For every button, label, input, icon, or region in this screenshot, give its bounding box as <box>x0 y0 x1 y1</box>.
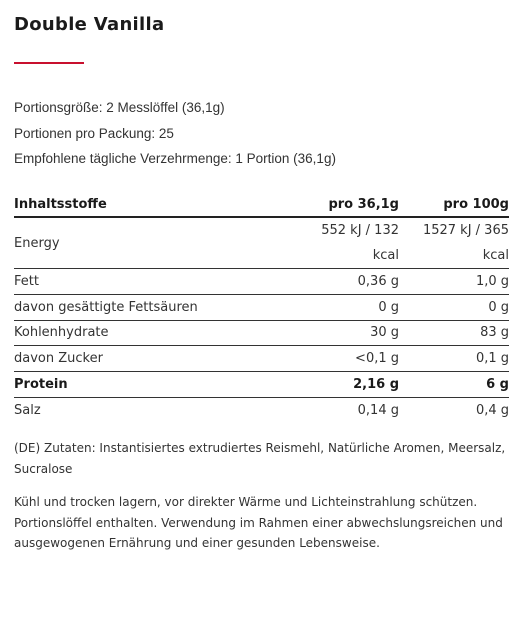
product-title: Double Vanilla <box>14 14 165 35</box>
row-per100-value: 0 g <box>399 294 509 320</box>
row-serving-value: 0,14 g <box>357 402 399 418</box>
energy-serving-kj: 552 kJ / 132 <box>321 223 399 238</box>
header-per-serving: pro 36,1g <box>244 193 399 217</box>
row-serving-value: 2,16 g <box>244 372 399 398</box>
row-label: Salz <box>14 402 41 418</box>
recommended-daily-intake: Empfohlene tägliche Verzehrmenge: 1 Portion (36,1g) <box>14 151 336 166</box>
row-serving-value: 0 g <box>244 294 399 320</box>
row-serving-value: 30 g <box>244 320 399 346</box>
header-ingredients: Inhaltsstoffe <box>14 193 244 217</box>
servings-per-pack: Portionen pro Packung: 25 <box>14 125 174 141</box>
row-label: davon Zucker <box>14 346 244 372</box>
row-serving-value: 0,36 g <box>244 269 399 295</box>
serving-size: Portionsgröße: 2 Messlöffel (36,1g) <box>14 100 225 115</box>
energy-100g-kcal: kcal <box>482 248 509 263</box>
table-row-fat <box>14 269 509 295</box>
row-label: Kohlenhydrate <box>14 320 244 346</box>
title-accent-underline <box>14 62 84 64</box>
energy-100g-kj: 1527 kJ / 365 <box>422 223 509 238</box>
table-row-sugar <box>14 346 509 372</box>
row-label: davon gesättigte Fettsäuren <box>14 294 244 320</box>
nutrition-table <box>14 193 509 423</box>
ingredients-text: (DE) Zutaten: Instantisiertes extrudiertes Reismehl, Natürliche Aromen, Meersalz, Sucralose <box>14 441 506 476</box>
row-per100-value: 6 g <box>399 372 509 398</box>
row-label: Protein <box>14 372 244 398</box>
table-row-carbohydrates <box>14 320 509 346</box>
serving-facts <box>14 100 336 177</box>
storage-text: Kühl und trocken lagern, vor direkter Wärme und Lichteinstrahlung schützen. Portionslöffel enthalten. Verwendung im Rahmen einer abwechslungsreichen und ausgewogenen Ernährung und einer gesunden Lebensweise. <box>14 495 503 550</box>
row-per100-value: 0,1 g <box>399 346 509 372</box>
energy-label: Energy <box>14 217 244 269</box>
table-row-saturated-fat <box>14 294 509 320</box>
header-per-100g: pro 100g <box>399 193 509 217</box>
table-header-row <box>14 193 509 217</box>
table-row-energy <box>14 217 509 269</box>
row-serving-value: <0,1 g <box>244 346 399 372</box>
row-per100-value: 83 g <box>399 320 509 346</box>
energy-per-serving <box>244 218 399 268</box>
product-notes <box>14 438 509 567</box>
table-row-salt <box>14 397 509 422</box>
table-row-protein <box>14 372 509 398</box>
energy-per-100g <box>399 218 509 268</box>
row-label: Fett <box>14 269 244 295</box>
row-per100-value: 0,4 g <box>475 402 509 418</box>
energy-serving-kcal: kcal <box>372 248 399 263</box>
row-per100-value: 1,0 g <box>399 269 509 295</box>
